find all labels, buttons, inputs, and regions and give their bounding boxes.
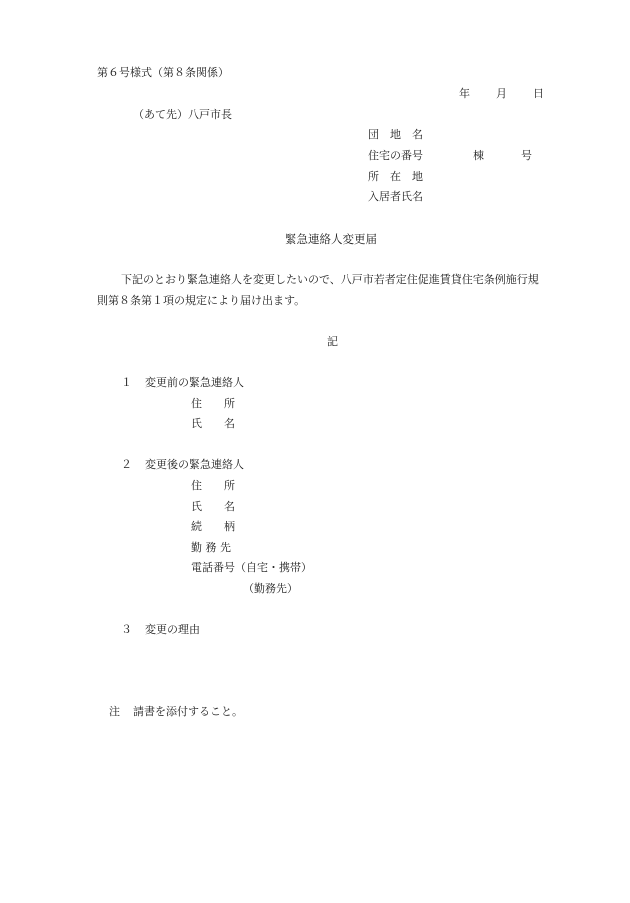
section-1-name-label: 氏 名 — [191, 417, 235, 430]
date-month: 月 — [496, 87, 507, 100]
note-label: 注 — [109, 705, 120, 718]
section-2-name-label: 氏 名 — [191, 500, 235, 513]
body-line-2: 則第８条第１項の規定により届け出ます。 — [97, 294, 306, 307]
section-1-address-label: 住 所 — [191, 397, 235, 410]
date-day: 日 — [533, 87, 544, 100]
room-label: 号 — [521, 149, 532, 162]
addressee: （あて先）八戸市長 — [133, 108, 232, 121]
building-label: 棟 — [473, 149, 484, 162]
section-3-heading: 変更の理由 — [145, 623, 200, 636]
resident-name-label: 入居者氏名 — [368, 190, 423, 203]
section-2-heading: 変更後の緊急連絡人 — [145, 458, 244, 471]
body-line-1: 下記のとおり緊急連絡人を変更したいので、八戸市若者定住促進賃貸住宅条例施行規 — [121, 273, 539, 286]
document-title: 緊急連絡人変更届 — [285, 232, 377, 246]
section-2-number: ２ — [121, 458, 132, 471]
section-3-number: ３ — [121, 623, 132, 636]
address-label: 所 在 地 — [368, 170, 423, 183]
section-2-phone-work-label: （勤務先） — [243, 582, 298, 595]
section-2-workplace-label: 勤 務 先 — [191, 541, 231, 554]
form-number: 第６号様式（第８条関係） — [97, 66, 229, 79]
section-1-heading: 変更前の緊急連絡人 — [145, 376, 244, 389]
section-2-relation-label: 続 柄 — [191, 520, 235, 533]
complex-name-label: 団 地 名 — [368, 128, 423, 141]
date-year: 年 — [459, 87, 470, 100]
section-2-phone-label: 電話番号（自宅・携帯） — [191, 561, 312, 574]
ki-heading: 記 — [327, 335, 338, 348]
unit-number-label: 住宅の番号 — [368, 149, 423, 162]
section-1-number: １ — [121, 376, 132, 389]
section-2-address-label: 住 所 — [191, 479, 235, 492]
note-text: 請書を添付すること。 — [133, 705, 243, 718]
